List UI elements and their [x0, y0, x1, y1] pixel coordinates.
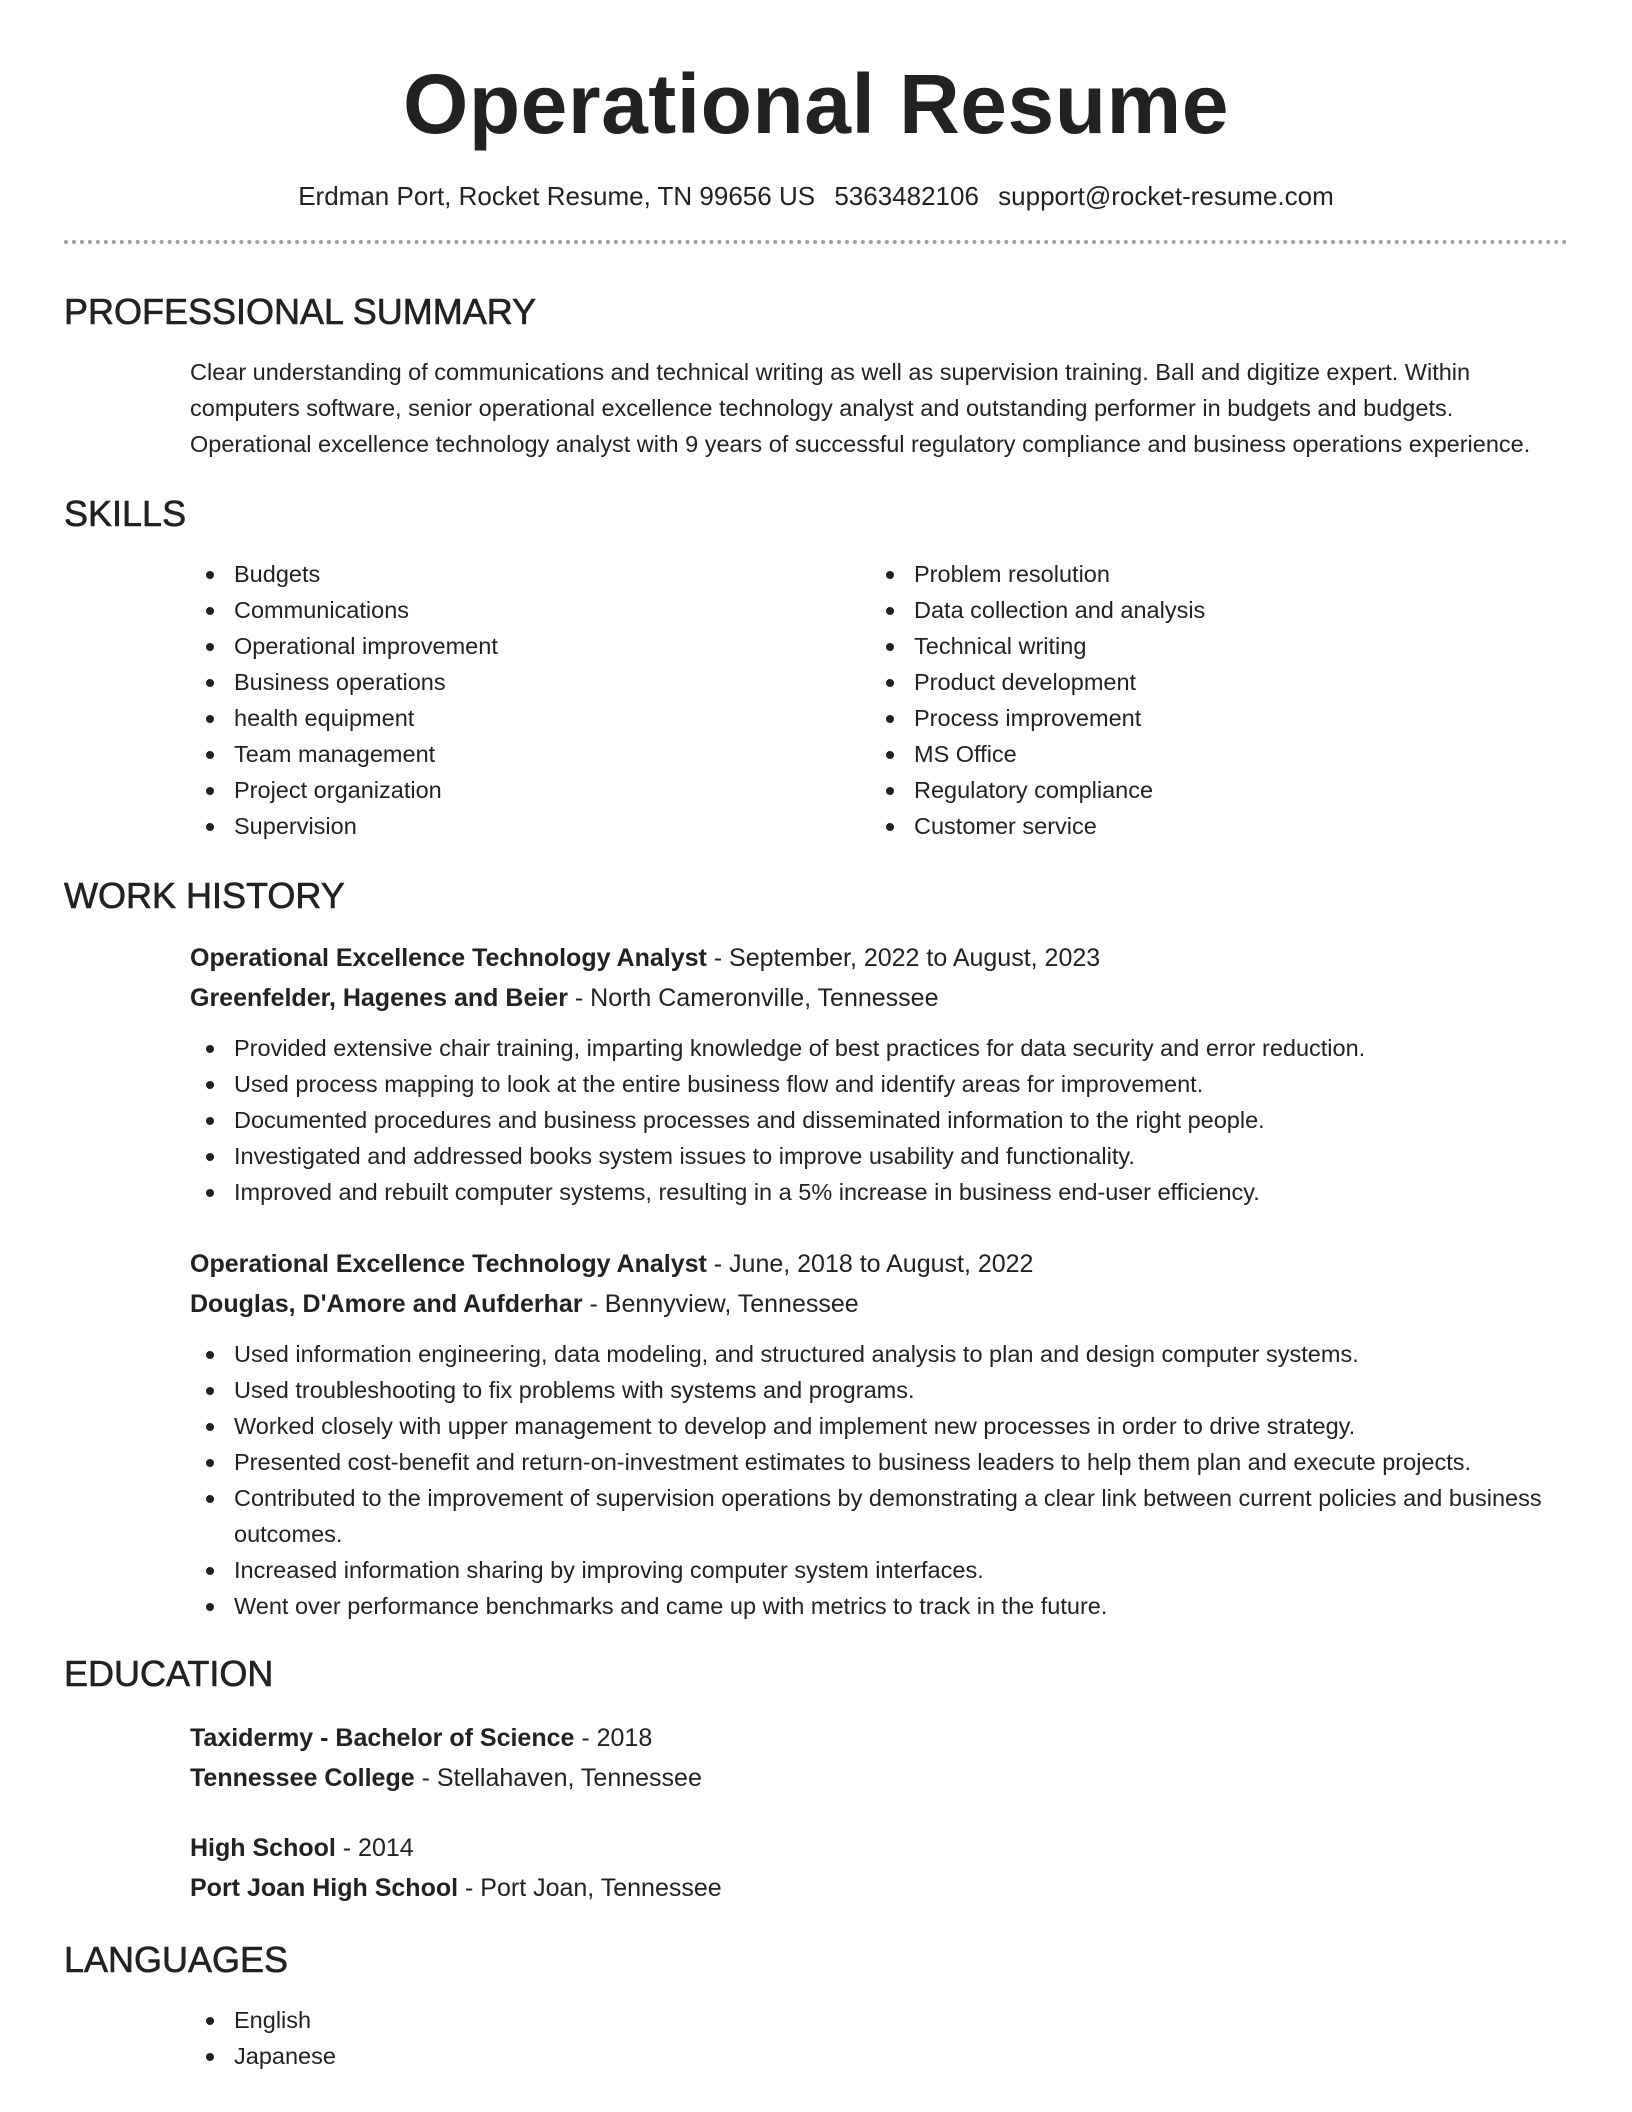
- resume-header: [64, 0, 1568, 244]
- resume-name: Operational Resume: [403, 57, 1229, 151]
- contact-address: Erdman Port, Rocket Resume, TN 99656 US: [298, 181, 816, 211]
- job-bullet: Investigated and addressed books system issues to improve usability and functionality.: [190, 1138, 1568, 1174]
- skill-item: Team management: [190, 736, 870, 772]
- job-company: Douglas, D'Amore and Aufderhar: [190, 1290, 583, 1318]
- skill-item: MS Office: [870, 736, 1550, 772]
- skill-item: Regulatory compliance: [870, 772, 1550, 808]
- job-location: - North Cameronville, Tennessee: [567, 984, 939, 1012]
- education-degree-line: [190, 1828, 1568, 1868]
- education-entry: [64, 1718, 1568, 1798]
- languages-heading: LANGUAGES: [64, 1939, 289, 1980]
- job-dates: - September, 2022 to August, 2023: [706, 944, 1101, 972]
- job-position: Operational Excellence Technology Analyst: [190, 944, 707, 972]
- job-dates: - June, 2018 to August, 2022: [706, 1250, 1034, 1278]
- job-title-line: [190, 1244, 1568, 1284]
- header-divider: [64, 240, 1568, 244]
- skill-item: health equipment: [190, 700, 870, 736]
- skill-item: Product development: [870, 664, 1550, 700]
- job-bullet: Presented cost-benefit and return-on-investment estimates to business leaders to help them plan and execute projects.: [190, 1444, 1568, 1480]
- job-location: - Bennyview, Tennessee: [582, 1290, 859, 1318]
- job-bullet: Went over performance benchmarks and came up with metrics to track in the future.: [190, 1588, 1568, 1624]
- education-entry: [64, 1828, 1568, 1908]
- skill-item: Data collection and analysis: [870, 592, 1550, 628]
- job-bullet: Contributed to the improvement of supervision operations by demonstrating a clear link between current policies and business outcomes.: [190, 1480, 1568, 1552]
- skills-column-left: [190, 556, 870, 844]
- education-heading: EDUCATION: [64, 1653, 274, 1694]
- language-item: Japanese: [190, 2038, 1568, 2074]
- job-title-line: [190, 938, 1568, 978]
- job-bullet: Used process mapping to look at the entire business flow and identify areas for improvement.: [190, 1066, 1568, 1102]
- skills-column-right: [870, 556, 1550, 844]
- contact-line: [64, 179, 1568, 213]
- job-entry: [64, 938, 1568, 1210]
- job-bullet: Provided extensive chair training, imparting knowledge of best practices for data security and error reduction.: [190, 1030, 1568, 1066]
- skill-item: Process improvement: [870, 700, 1550, 736]
- skills-list: [64, 556, 1568, 844]
- education-school: Tennessee College: [190, 1764, 415, 1792]
- skill-item: Technical writing: [870, 628, 1550, 664]
- education-year: - 2018: [574, 1724, 653, 1752]
- skill-item: Communications: [190, 592, 870, 628]
- contact-phone: 5363482106: [834, 181, 979, 211]
- job-bullet: Improved and rebuilt computer systems, resulting in a 5% increase in business end-user efficiency.: [190, 1174, 1568, 1210]
- skills-heading: SKILLS: [64, 493, 187, 534]
- skill-item: Budgets: [190, 556, 870, 592]
- education-school: Port Joan High School: [190, 1874, 459, 1902]
- job-bullet: Worked closely with upper management to develop and implement new processes in order to drive strategy.: [190, 1408, 1568, 1444]
- education-location: - Port Joan, Tennessee: [458, 1874, 722, 1902]
- skill-item: Project organization: [190, 772, 870, 808]
- job-bullet: Used information engineering, data modeling, and structured analysis to plan and design computer systems.: [190, 1336, 1568, 1372]
- job-entry: [64, 1244, 1568, 1624]
- job-company-line: [190, 1284, 1568, 1324]
- job-company: Greenfelder, Hagenes and Beier: [190, 984, 568, 1012]
- education-location: - Stellahaven, Tennessee: [414, 1764, 702, 1792]
- skill-item: Problem resolution: [870, 556, 1550, 592]
- work-history-heading: WORK HISTORY: [64, 875, 345, 916]
- job-bullet: Increased information sharing by improving computer system interfaces.: [190, 1552, 1568, 1588]
- summary-text: Clear understanding of communications and technical writing as well as supervision training. Ball and digitize expert. Within computers software, senior operational excellence technology analyst and outstanding performer in budgets and budgets. Operational excellence technology analyst with 9 years of successful regulatory compliance and business operations experience.: [190, 359, 1531, 457]
- job-bullets: [190, 1336, 1568, 1624]
- skill-item: Operational improvement: [190, 628, 870, 664]
- skill-item: Supervision: [190, 808, 870, 844]
- education-school-line: [190, 1758, 1568, 1798]
- education-degree-line: [190, 1718, 1568, 1758]
- job-bullets: [190, 1030, 1568, 1210]
- contact-email: support@rocket-resume.com: [998, 181, 1334, 211]
- job-bullet: Used troubleshooting to fix problems with systems and programs.: [190, 1372, 1568, 1408]
- education-school-line: [190, 1868, 1568, 1908]
- job-bullet: Documented procedures and business processes and disseminated information to the right people.: [190, 1102, 1568, 1138]
- languages-list: [64, 2002, 1568, 2074]
- skill-item: Customer service: [870, 808, 1550, 844]
- job-position: Operational Excellence Technology Analyst: [190, 1250, 707, 1278]
- education-degree: Taxidermy - Bachelor of Science: [190, 1724, 575, 1752]
- education-year: - 2014: [335, 1834, 414, 1862]
- language-item: English: [190, 2002, 1568, 2038]
- summary-heading: PROFESSIONAL SUMMARY: [64, 291, 537, 332]
- skill-item: Business operations: [190, 664, 870, 700]
- education-degree: High School: [190, 1834, 336, 1862]
- job-company-line: [190, 978, 1568, 1018]
